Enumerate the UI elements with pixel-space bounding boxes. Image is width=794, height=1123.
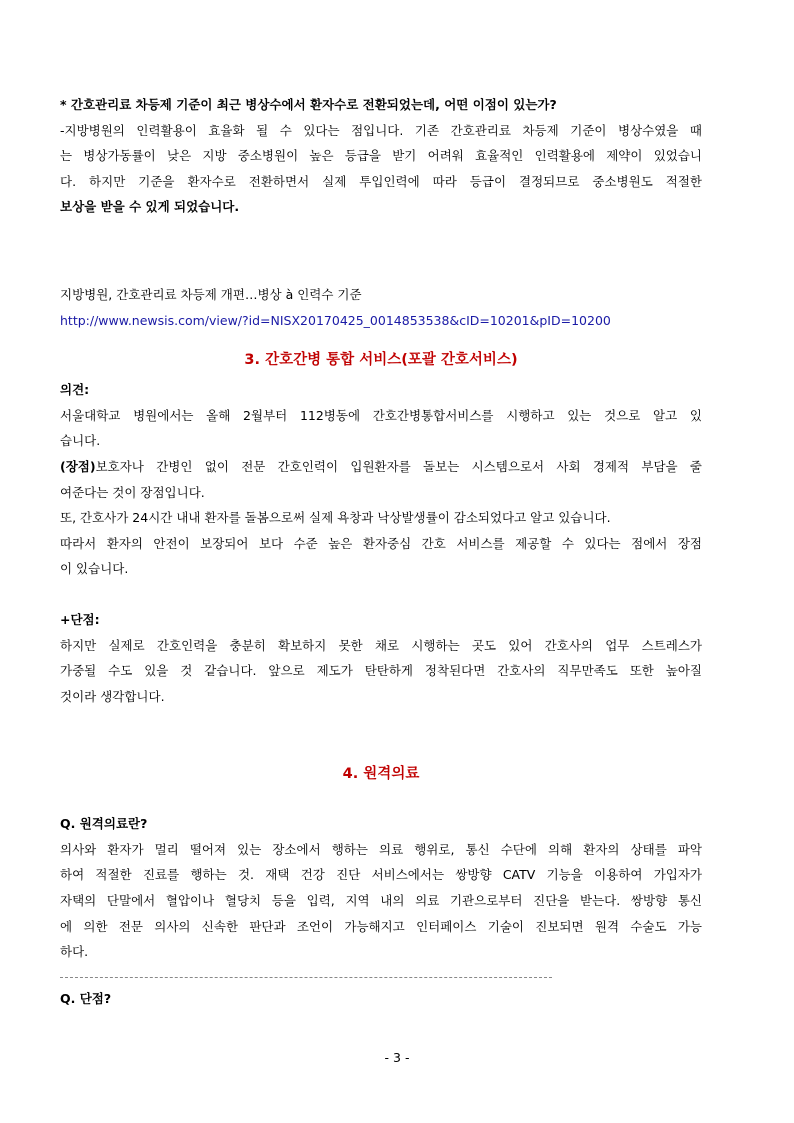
demerit-line: 것이라 생각합니다.	[60, 688, 165, 704]
reference-link[interactable]: http://www.newsis.com/view/?id=NISX20170425_0014853538&cID=10201&pID=10200	[60, 312, 611, 328]
merit-label: (장점)	[60, 458, 96, 474]
opinion-line: 또, 간호사가 24시간 내내 환자를 돌봄으로써 실제 욕창과 낙상발생률이 감소되었다고 알고 있습니다.	[60, 510, 611, 526]
opinion-line: 서울대학교 병원에서는 올해 2월부터 112병동에 간호간병통합서비스를 시행하고 있는 것으로 알고 있	[60, 407, 702, 423]
opinion-line: 여준다는 것이 장점입니다.	[60, 484, 205, 500]
question-heading: Q. 단점?	[60, 990, 112, 1006]
section-heading: 3. 간호간병 통합 서비스(포괄 간호서비스)	[244, 352, 518, 369]
question-heading: Q. 원격의료란?	[60, 816, 148, 832]
opinion-line-merit	[60, 454, 702, 480]
opinion-line: 이 있습니다.	[60, 561, 129, 577]
answer-line: -지방병원의 인력활용이 효율화 될 수 있다는 점입니다. 기존 간호관리료 차등제 기준이 병상수였을 때	[60, 122, 702, 138]
dashed-divider	[60, 977, 552, 978]
answer-line: 자택의 단말에서 혈압이나 혈당치 등을 입력, 지역 내의 의료 기관으로부터 진단을 받는다. 쌍방향 통신	[60, 893, 702, 909]
answer-line: 다. 하지만 기준을 환자수로 전환하면서 실제 투입인력에 따라 등급이 결정되므로 중소병원도 적절한	[60, 173, 702, 189]
answer-line: 하여 적절한 진료를 행하는 것. 재택 건강 진단 서비스에서는 쌍방향 CATV 기능을 이용하여 가입자가	[60, 867, 702, 883]
demerit-line: 가중될 수도 있을 것 같습니다. 앞으로 제도가 탄탄하게 정착된다면 간호사의 직무만족도 또한 높아질	[60, 663, 702, 679]
demerit-line: 하지만 실제로 간호인력을 충분히 확보하지 못한 채로 시행하는 곳도 있어 간호사의 업무 스트레스가	[60, 637, 702, 653]
opinion-line-text: 보호자나 간병인 없이 전문 간호인력이 입원환자를 돌보는 시스템으로서 사회 경제적 부담을 줄	[95, 458, 702, 474]
answer-line-bold: 보상을 받을 수 있게 되었습니다.	[60, 199, 240, 215]
answer-line: 하다.	[60, 944, 89, 960]
answer-line: 에 의한 전문 의사의 신속한 판단과 조언이 가능해지고 인터페이스 기술이 진보되면 원격 수술도 가능	[60, 918, 702, 934]
document-page	[60, 92, 702, 1011]
answer-line: 의사와 환자가 멀리 떨어져 있는 장소에서 행하는 의료 행위로, 통신 수단에 의해 환자의 상태를 파악	[60, 841, 702, 857]
opinion-line: 따라서 환자의 안전이 보장되어 보다 수준 높은 환자중심 간호 서비스를 제공할 수 있다는 점에서 장점	[60, 535, 702, 551]
page-number: - 3 -	[384, 1050, 410, 1065]
opinion-label: 의견:	[60, 382, 90, 398]
question-heading: * 간호관리료 차등제 기준이 최근 병상수에서 환자수로 전환되었는데, 어떤 이점이 있는가?	[60, 97, 557, 112]
answer-line: 는 병상가동률이 낮은 지방 중소병원이 높은 등급을 받기 어려워 효율적인 인력활용에 제약이 있었습니	[60, 148, 702, 164]
section-heading: 4. 원격의료	[342, 766, 420, 783]
demerit-label: +단점:	[60, 611, 100, 627]
opinion-line: 습니다.	[60, 433, 101, 449]
reference-title: 지방병원, 간호관리료 차등제 개편…병상 à 인력수 기준	[60, 286, 362, 302]
